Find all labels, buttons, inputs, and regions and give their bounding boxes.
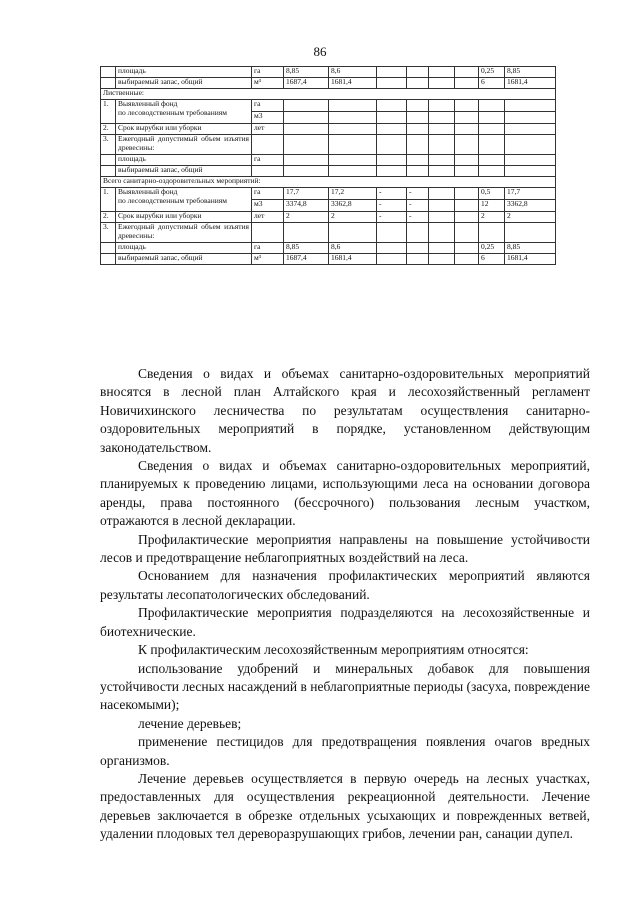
row-unit: га: [252, 243, 284, 254]
table-cell: -: [377, 200, 407, 212]
row-unit: лет: [252, 124, 284, 135]
table-cell: [455, 155, 479, 166]
row-unit: га: [252, 100, 284, 112]
table-cell: 1687,4: [284, 254, 329, 265]
row-label-line: по лесоводственным требованиям: [118, 107, 227, 117]
table-cell: [479, 135, 505, 155]
table-cell: [377, 135, 407, 155]
table-cell: 17,7: [505, 188, 556, 200]
table-row: [101, 89, 556, 100]
table-cell: 1681,4: [505, 254, 556, 265]
section-heading: Всего санитарно-оздоровительных мероприятий:: [101, 177, 556, 188]
table-cell: 1681,4: [329, 254, 377, 265]
list-item: применение пестицидов для предотвращения появления очагов вредных организмов.: [100, 734, 590, 768]
table-cell: 3362,8: [329, 200, 377, 212]
table-cell: 3362,8: [505, 200, 556, 212]
row-number: 3.: [101, 223, 116, 243]
table-cell: 2: [505, 212, 556, 223]
table-cell: 8,6: [329, 67, 377, 78]
table-cell: [429, 200, 455, 212]
row-number: [101, 67, 116, 78]
table-cell: [455, 100, 479, 112]
row-unit: лет: [252, 212, 284, 223]
row-unit: [252, 166, 284, 177]
table-cell: 3374,8: [284, 200, 329, 212]
row-label: Срок вырубки или уборки: [116, 212, 252, 223]
table-cell: [407, 124, 429, 135]
table-cell: [377, 254, 407, 265]
table-cell: [329, 112, 377, 124]
row-number: 2.: [101, 124, 116, 135]
table-row: [101, 254, 556, 265]
table-cell: [377, 124, 407, 135]
table-cell: [377, 100, 407, 112]
row-label: выбираемый запас, общий: [116, 166, 252, 177]
row-label: [116, 188, 252, 212]
table-cell: [429, 188, 455, 200]
table-cell: [284, 124, 329, 135]
table-row: [101, 124, 556, 135]
table-cell: [329, 155, 377, 166]
table-cell: -: [407, 188, 429, 200]
row-number: 2.: [101, 212, 116, 223]
row-unit: м3: [252, 112, 284, 124]
table-cell: [407, 135, 429, 155]
table-cell: 1681,4: [329, 78, 377, 89]
row-label: Срок вырубки или уборки: [116, 124, 252, 135]
table-cell: [377, 67, 407, 78]
table-cell: [455, 67, 479, 78]
table-cell: [429, 254, 455, 265]
table-cell: [284, 166, 329, 177]
row-number: [101, 155, 116, 166]
table-cell: [479, 155, 505, 166]
table-cell: [479, 223, 505, 243]
table-cell: -: [407, 200, 429, 212]
table-cell: 6: [479, 254, 505, 265]
table-row: [101, 212, 556, 223]
table-cell: [479, 124, 505, 135]
table-cell: 8,85: [505, 67, 556, 78]
table-cell: 8,85: [284, 67, 329, 78]
table-cell: [505, 100, 556, 112]
table-cell: 1681,4: [505, 78, 556, 89]
table-cell: 8,85: [284, 243, 329, 254]
row-unit: м³: [252, 78, 284, 89]
table-cell: 1687,4: [284, 78, 329, 89]
table-cell: [252, 223, 284, 243]
table-cell: -: [407, 212, 429, 223]
table-row: [101, 100, 556, 112]
table-row: [101, 188, 556, 200]
table-cell: [429, 166, 455, 177]
row-label: [116, 100, 252, 124]
list-item: лечение деревьев;: [138, 715, 242, 731]
table-cell: 17,7: [284, 188, 329, 200]
table-cell: 0,5: [479, 188, 505, 200]
page-number: 86: [313, 44, 327, 59]
table-cell: [377, 223, 407, 243]
table-cell: [429, 124, 455, 135]
table-cell: [407, 155, 429, 166]
row-label-line: Выявленный фонд: [118, 99, 178, 108]
row-unit: м3: [252, 200, 284, 212]
table-cell: [505, 112, 556, 124]
body-text: [100, 365, 590, 844]
table-cell: [284, 223, 329, 243]
table-row: [101, 166, 556, 177]
row-label-line: Выявленный фонд: [118, 187, 178, 196]
table-cell: [407, 223, 429, 243]
section-heading: Лиственные:: [101, 89, 556, 100]
table-cell: [429, 135, 455, 155]
table-cell: 2: [284, 212, 329, 223]
table-cell: [429, 67, 455, 78]
table-cell: 2: [479, 212, 505, 223]
table-cell: [377, 243, 407, 254]
row-label: площадь: [116, 67, 252, 78]
table-cell: [455, 223, 479, 243]
table-cell: [455, 243, 479, 254]
table-cell: [455, 135, 479, 155]
row-label: площадь: [116, 155, 252, 166]
row-number: 1.: [101, 188, 116, 212]
table-cell: [429, 212, 455, 223]
table-row: [101, 67, 556, 78]
table-cell: 6: [479, 78, 505, 89]
table-row: [101, 155, 556, 166]
row-label: площадь: [116, 243, 252, 254]
row-number: [101, 166, 116, 177]
table-cell: [455, 254, 479, 265]
table-cell: [407, 78, 429, 89]
table-cell: [455, 188, 479, 200]
table-cell: 8,6: [329, 243, 377, 254]
row-unit: га: [252, 155, 284, 166]
table-row: [101, 243, 556, 254]
row-number: 3.: [101, 135, 116, 155]
row-label: выбираемый запас, общий: [116, 254, 252, 265]
paragraph: Профилактические мероприятия направлены на повышение устойчивости лесов и предотвращение неблагоприятных воздействий на леса.: [100, 531, 590, 566]
paragraph: Профилактические мероприятия подразделяются на лесохозяйственные и биотехнические.: [100, 605, 590, 639]
table-cell: [479, 166, 505, 177]
table-row: [101, 78, 556, 89]
row-label: Ежегодный допустимый объем изъятия древесины:: [116, 135, 252, 155]
table-cell: [455, 112, 479, 124]
table-cell: [455, 200, 479, 212]
table-cell: [455, 212, 479, 223]
table-cell: [329, 223, 377, 243]
table-cell: [505, 155, 556, 166]
paragraph: Сведения о видах и объемах санитарно-оздоровительных мероприятий, планируемых к проведению лицами, использующими леса на основании договора аренды, права постоянного (бессрочного) пользования лесным участком, отражаются в лесной декларации.: [100, 458, 590, 529]
table-row: [101, 177, 556, 188]
paragraph: К профилактическим лесохозяйственным мероприятиям относятся:: [138, 642, 529, 658]
table-cell: 0,25: [479, 67, 505, 78]
paragraph: Основанием для назначения профилактических мероприятий являются результаты лесопатологических обследований.: [100, 568, 590, 602]
table-cell: [284, 100, 329, 112]
row-number: 1.: [101, 100, 116, 124]
table-cell: [407, 254, 429, 265]
table-cell: [377, 112, 407, 124]
table-cell: [407, 67, 429, 78]
table-cell: 12: [479, 200, 505, 212]
table-cell: [284, 155, 329, 166]
table-cell: [505, 124, 556, 135]
table-cell: 8,85: [505, 243, 556, 254]
table-row: [101, 223, 556, 243]
paragraph: Сведения о видах и объемах санитарно-оздоровительных мероприятий вносятся в лесной план Алтайского края и лесохозяйственный регламент Новичихинского лесничества по результатам осуществления санитарно-оздоровительных мероприятий в порядке, установленном действующим законодательством.: [100, 366, 590, 455]
row-label-line: по лесоводственным требованиям: [118, 195, 227, 205]
row-number: [101, 243, 116, 254]
row-unit: га: [252, 67, 284, 78]
list-item: использование удобрений и минеральных добавок для повышения устойчивости лесных насаждений в неблагоприятные периоды (засуха, повреждение насекомыми);: [100, 660, 590, 713]
table-cell: [505, 135, 556, 155]
table-cell: [455, 78, 479, 89]
table-cell: [377, 155, 407, 166]
table-cell: [377, 166, 407, 177]
table-cell: [329, 135, 377, 155]
table-cell: [407, 112, 429, 124]
table-cell: 17,2: [329, 188, 377, 200]
table-cell: [284, 112, 329, 124]
table-cell: [429, 243, 455, 254]
row-label: выбираемый запас, общий: [116, 78, 252, 89]
table-cell: [505, 223, 556, 243]
table-cell: -: [377, 212, 407, 223]
table-cell: [479, 100, 505, 112]
table-row: [101, 135, 556, 155]
table-cell: [407, 243, 429, 254]
table-cell: [429, 78, 455, 89]
table-cell: [329, 100, 377, 112]
table-cell: [429, 155, 455, 166]
table-cell: [429, 100, 455, 112]
row-number: [101, 254, 116, 265]
table-cell: [479, 112, 505, 124]
table-cell: [377, 78, 407, 89]
table-cell: -: [377, 188, 407, 200]
table-cell: 0,25: [479, 243, 505, 254]
paragraph: Лечение деревьев осуществляется в первую очередь на лесных участках, предоставленных для осуществления рекреационной деятельности. Лечение деревьев заключается в обрезке отдельных усыхающих и поврежденных ветвей, удалении плодовых тел дереворазрушающих грибов, лечении ран, санации дупел.: [100, 770, 590, 842]
row-unit: га: [252, 188, 284, 200]
table-cell: [429, 112, 455, 124]
table-cell: 2: [329, 212, 377, 223]
row-number: [101, 78, 116, 89]
table-cell: [455, 166, 479, 177]
table-cell: [407, 100, 429, 112]
table-cell: [455, 124, 479, 135]
table-cell: [329, 124, 377, 135]
table-cell: [329, 166, 377, 177]
row-unit: м³: [252, 254, 284, 265]
row-label: Ежегодный допустимый объем изъятия древесины:: [116, 223, 252, 243]
sanitary-measures-table: [100, 66, 556, 265]
table-cell: [407, 166, 429, 177]
table-cell: [284, 135, 329, 155]
table-cell: [429, 223, 455, 243]
table-cell: [505, 166, 556, 177]
table-cell: [252, 135, 284, 155]
